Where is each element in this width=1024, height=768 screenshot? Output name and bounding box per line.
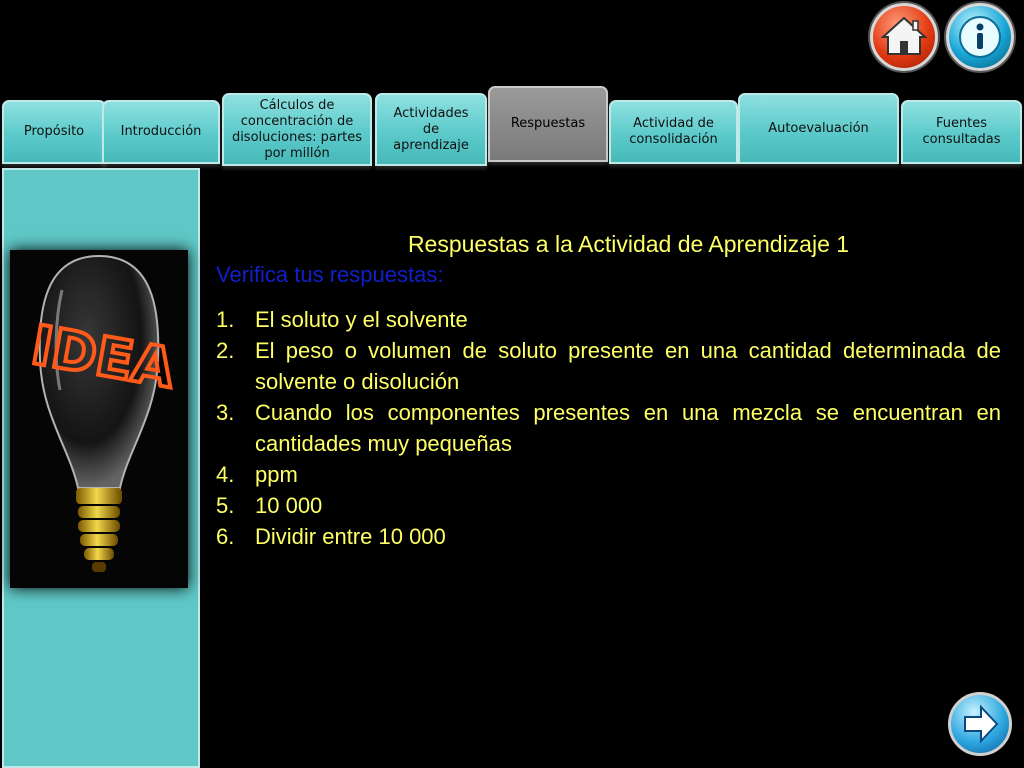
item-number: 1. <box>216 307 235 332</box>
item-text: ppm <box>255 462 298 487</box>
tab-fuentes[interactable] <box>901 100 1022 164</box>
tab-label: Propósito <box>23 124 85 139</box>
home-button[interactable] <box>870 3 938 71</box>
tab-calculos[interactable] <box>222 93 372 166</box>
idea-lightbulb-image <box>10 250 188 588</box>
answers-list <box>216 304 1001 552</box>
home-icon <box>873 6 935 68</box>
tab-label: Autoevaluación <box>768 120 869 136</box>
tab-respuestas[interactable] <box>488 86 608 162</box>
tab-label: Respuestas <box>510 116 586 131</box>
item-text: Dividir entre 10 000 <box>255 524 446 549</box>
info-icon <box>949 6 1011 68</box>
page-subtitle: Verifica tus respuestas: <box>216 262 444 287</box>
info-button[interactable] <box>946 3 1014 71</box>
item-text: El soluto y el solvente <box>255 307 468 332</box>
main-content <box>216 228 1001 552</box>
page-title: Respuestas a la Actividad de Aprendizaje 1 <box>407 231 850 257</box>
item-text: El peso o volumen de soluto presente en una cantidad determinada de solvente o disolución <box>255 338 1001 394</box>
next-button[interactable] <box>948 692 1012 756</box>
tab-label: Fuentes consultadas <box>922 116 1001 147</box>
arrow-right-icon <box>951 695 1009 753</box>
list-item <box>216 335 1001 397</box>
list-item <box>216 397 1001 459</box>
tab-label: Cálculos de concentración de disoluciones: partes por millón <box>231 97 363 161</box>
list-item <box>216 304 1001 335</box>
item-number: 4. <box>216 462 235 487</box>
item-number: 5. <box>216 493 235 518</box>
list-item <box>216 459 1001 490</box>
list-item <box>216 521 1001 552</box>
tab-label: Introducción <box>120 124 202 139</box>
tab-actividades[interactable] <box>375 93 487 166</box>
tab-actividad-consolidacion[interactable] <box>609 100 738 164</box>
item-number: 3. <box>216 400 235 425</box>
tab-label: Actividad de consolidación <box>629 116 718 147</box>
tab-proposito[interactable] <box>2 100 106 164</box>
item-text: Cuando los componentes presentes en una mezcla se encuentran en cantidades muy pequeñas <box>255 400 1001 456</box>
list-item <box>216 490 1001 521</box>
item-number: 6. <box>216 524 235 549</box>
item-number: 2. <box>216 338 235 363</box>
tab-label: Actividades de aprendizaje <box>393 105 469 153</box>
idea-text: IDEA <box>27 313 180 401</box>
item-text: 10 000 <box>255 493 323 518</box>
tab-introduccion[interactable] <box>102 100 220 164</box>
tab-autoevaluacion[interactable] <box>738 93 899 164</box>
